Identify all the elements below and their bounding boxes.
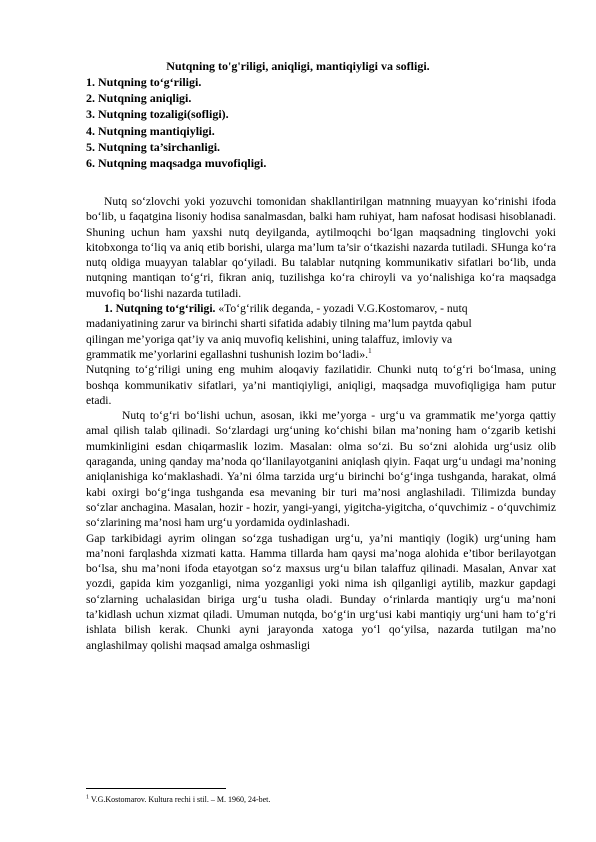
footnote-divider: [86, 788, 226, 789]
topic-item: 6. Nutqning maqsadga muvofiqligi.: [86, 156, 267, 171]
quote-text: grammatik me’yorlarini egallashni tushunish lozim bo‘ladi».: [86, 347, 369, 361]
body-text: [86, 194, 556, 653]
page-title: Nutqning to'g'riligi, aniqligi, mantiqiyligi va sofligi.: [166, 59, 430, 73]
definition-line: [86, 347, 556, 362]
paragraph-logical-stress: Gap tarkibidagi ayrim olingan so‘zga tushadigan urg‘u, ya’ni mantiqiy (logik) urg‘uning ham ma’noni farqlashda xizmati katta. Hamma tillarda ham qaysi ma’noga alohida e’tibor berilayotgan bo‘lsa, shu ma’noni ifoda etayotgan so‘z maxsus urg‘u bilan talaffuz qilinadi. Masalan, Anvar xat yozdi, gapida kim yozganligi, nima yozganligi yoki nima ish qilganligi aytilib, mazkur gapdagi so‘zlarning uchalasidan biriga urg‘u tusha oladi. Bunday o‘rinlarda mantiqiy urg‘u ma’noni ta’kidlash uchun xizmat qiladi. Umuman nutqda, bo‘g‘in urg‘usi kabi mantiqiy urg‘uni ham to‘g‘ri ishlata bilish kerak. Chunki ayni jarayonda xatoga yo‘l qo‘yilsa, nazarda tutilgan ma’no anglashilmay qolishi maqsad amalga oshmasligi: [86, 531, 556, 652]
topic-item: 1. Nutqning to‘g‘riligi.: [86, 75, 202, 89]
quote-text: «To‘g‘rilik deganda, - yozadi V.G.Kostomarov, - nutq: [218, 302, 468, 316]
paragraph-definition: [86, 301, 556, 362]
definition-line: [86, 301, 556, 316]
paragraph-intro: Nutq so‘zlovchi yoki yozuvchi tomonidan shakllantirilgan matnning muayyan ko‘rinishi ifoda bo‘lib, u faqatgina lisoniy hodisa sanalmasdan, balki ham ruhiyat, ham nafosat hodisasi hisoblanadi. Shuning uchun ham yaxshi nutq deyilganda, aytilmoqchi bo‘lgan maqsadning tinglovchi yoki kitobxonga to‘liq va aniq etib borishi, ularga ma’lum ta’sir o‘tkazishi nazarda tutiladi. SHunga ko‘ra nutq oldiga muayyan talablar qo‘yiladi. Bu talablar nutqning kommunikativ sifatlari bo‘lib, unda nutqning mantiqan to‘g‘ri, fikran aniq, tuzilishga ko‘ra chiroyli va yo‘nalishiga ko‘ra maqsadga muvofiq bo‘lishi nazarda tutiladi.: [86, 195, 556, 300]
topic-item: 4. Nutqning mantiqiyligi.: [86, 123, 215, 138]
topic-list: [86, 74, 556, 171]
definition-line: qilingan me’yoriga qat’iy va aniq muvofiq kelishini, uning talaffuz, imloviy va: [86, 332, 453, 346]
footnote: [86, 795, 556, 805]
footnote-mark: 1: [86, 794, 89, 801]
section-heading: 1. Nutqning to‘g‘riligi.: [104, 302, 216, 316]
topic-item: 2. Nutqning aniqligi.: [86, 91, 192, 106]
paragraph-stress: Nutq to‘g‘ri bo‘lishi uchun, asosan, ikki me’yorga - urg‘u va grammatik me’yorga qattiy amal qilish talab qilinadi. So‘zlardagi urg‘uning ko‘chishi bilan ma’noning ham o‘zgarib ketishi mumkinligini esdan chiqarmaslik lozim. Masalan: olma so‘zi. Bu so‘zni alohida urg‘usiz olib qaraganda, uning qanday ma’noda qo‘llanilayotganini aniqlash qiyin. Faqat urg‘u undagi ma’noning aniqlanishiga ko‘maklashadi. Ya’ni ólma tarzida urg‘u birinchi bo‘g‘inga tushganda, harakat, olmá kabi oxirgi bo‘g‘inga tushganda esa mevaning bir turi ma’nosi anglashiladi. Tilimizda bunday so‘zlar anchagina. Masalan, hozir - hozir, yangi-yangi, yigitcha-yigitcha, o‘quvchimiz - o‘quvchimiz so‘zlarining ma’nosi ham urg‘u yordamida oydinlashadi.: [86, 409, 556, 530]
topic-item: 3. Nutqning tozaligi(sofligi).: [86, 107, 229, 122]
topic-item: 5. Nutqning ta’sirchanligi.: [86, 139, 221, 154]
footnote-reference[interactable]: 1: [368, 347, 372, 356]
footnote-text: V.G.Kostomarov. Kultura rechi i stil. – M. 1960, 24-bet.: [89, 795, 271, 804]
paragraph-correctness: Nutqning to‘g‘riligi uning eng muhim aloqaviy fazilatidir. Chunki nutq to‘g‘ri bo‘lmasa, uning boshqa kommunikativ sifatlari, ya’ni mantiqiyligi, aniqligi, maqsadga muvofiqligiga ham putur etadi.: [86, 363, 556, 407]
definition-line: madaniyatining zarur va birinchi sharti sifatida adabiy tilning ma’lum paytda qabul: [86, 317, 472, 331]
